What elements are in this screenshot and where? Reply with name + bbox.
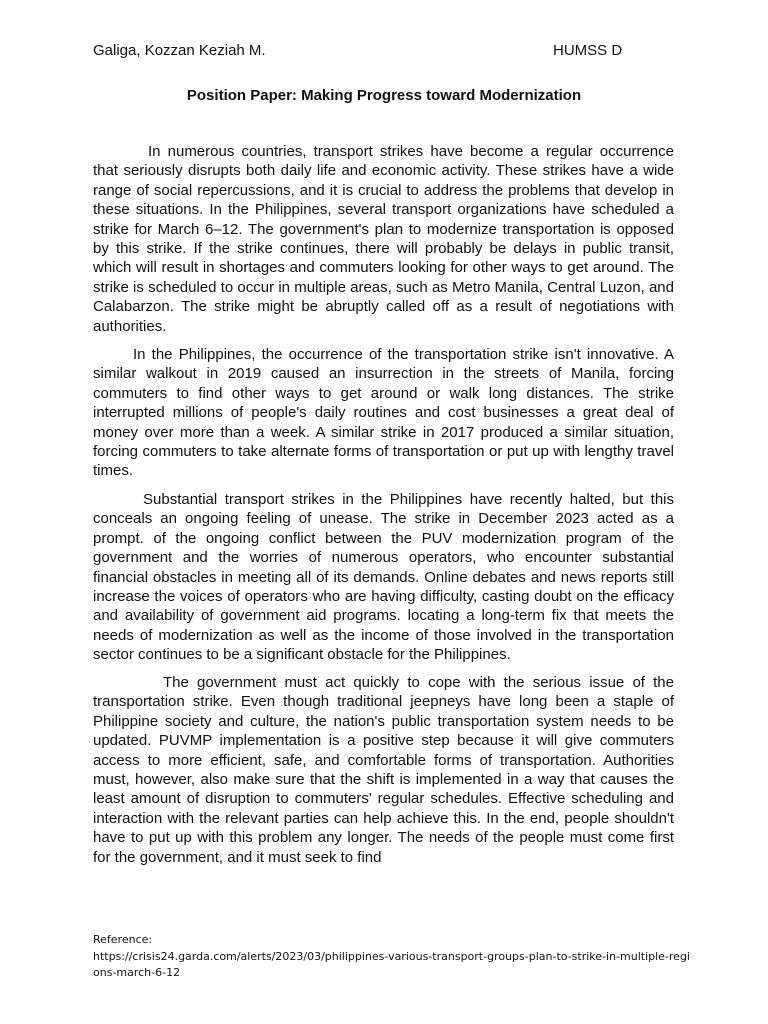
reference-url: https://crisis24.garda.com/alerts/2023/03/philippines-various-transport-groups-plan-to-strike-in-multiple-regions-march-6-12 xyxy=(93,949,690,979)
author-name: Galiga, Kozzan Keziah M. xyxy=(93,42,266,59)
paragraph-text: In numerous countries, transport strikes have become a regular occurrence that seriously disrupts both daily life and economic activity. These strikes have a wide range of social repercussions, and it is crucial to address the problems that develop in these situations. In the Philippines, several transport organizations have scheduled a strike for March 6–12. The government's plan to modernize transportation is opposed by this strike. If the strike continues, there will probably be delays in public transit, which will result in shortages and commuters looking for other ways to get around. The strike is scheduled to occur in multiple areas, such as Metro Manila, Central Luzon, and Calabarzon. The strike might be abruptly called off as a result of negotiations with authorities. xyxy=(93,143,674,335)
body-paragraph-3 xyxy=(93,490,674,665)
section-label: HUMSS D xyxy=(553,42,623,59)
paragraph-text: In the Philippines, the occurrence of the transportation strike isn't innovative. A similar walkout in 2019 caused an insurrection in the streets of Manila, forcing commuters to find other ways to get around or walk long distances. The strike interrupted millions of people's daily routines and cost businesses a great deal of money over more than a week. A similar strike in 2017 produced a similar situation, forcing commuters to take alternate forms of transportation or put up with lengthy travel times. xyxy=(93,346,674,480)
paper-title: Position Paper: Making Progress toward Modernization xyxy=(186,87,582,104)
reference-footnote xyxy=(93,932,693,982)
document-header xyxy=(93,42,673,62)
paragraph-text: The government must act quickly to cope with the serious issue of the transportation strike. Even though traditional jeepneys have long been a staple of Philippine society and culture, the nation's public transportation system needs to be updated. PUVMP implementation is a positive step because it will give commuters access to more efficient, safe, and comfortable forms of transportation. Authorities must, however, also make sure that the shift is implemented in a way that causes the least amount of disruption to commuters' regular schedules. Effective scheduling and interaction with the relevant parties can help achieve this. In the end, people shouldn't have to put up with this problem any longer. The needs of the people must come first for the government, and it must seek to find xyxy=(93,674,674,866)
body-paragraph-2 xyxy=(93,345,674,481)
reference-label: Reference: xyxy=(93,933,153,946)
body-paragraph-1 xyxy=(93,142,674,336)
body-paragraph-4 xyxy=(93,673,674,867)
paragraph-text: Substantial transport strikes in the Philippines have recently halted, but this conceals an ongoing feeling of unease. The strike in December 2023 acted as a prompt. of the ongoing conflict between the PUV modernization program of the government and the worries of numerous operators, who encounter substantial financial obstacles in meeting all of its demands. Online debates and news reports still increase the voices of operators who are having difficulty, casting doubt on the efficacy and availability of government aid programs. locating a long-term fix that meets the needs of modernization as well as the income of those involved in the transportation sector continues to be a significant obstacle for the Philippines. xyxy=(93,491,674,664)
